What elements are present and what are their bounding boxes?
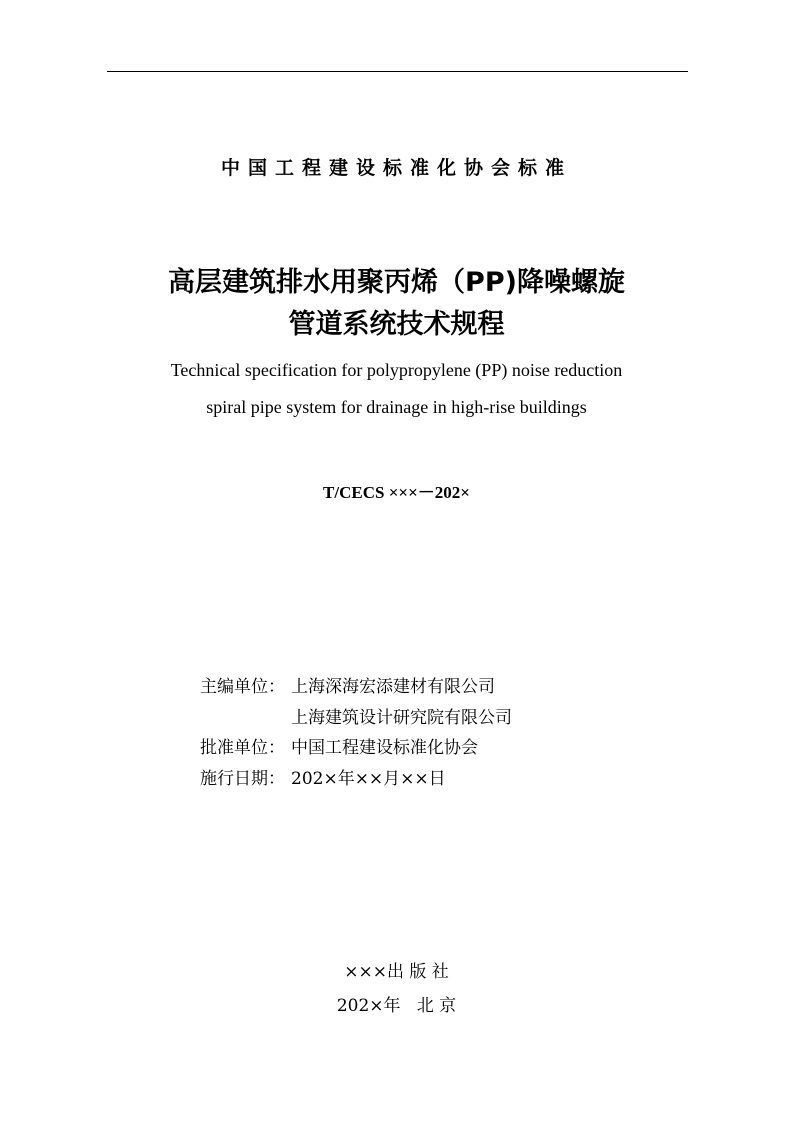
- standard-series-title: 中国工程建设标准化协会标准: [220, 157, 572, 179]
- top-rule: [107, 71, 688, 72]
- effective-date-label: 施行日期：: [200, 768, 285, 789]
- approver-label: 批准单位：: [200, 738, 285, 758]
- info-block: [200, 672, 512, 794]
- title-chinese-line-2: 管道系统技术规程: [288, 309, 505, 340]
- effective-date-row: [200, 764, 512, 795]
- effective-date-value: 202×年××月××日: [291, 768, 446, 789]
- title-chinese-line-1: 高层建筑排水用聚丙烯（PP)降噪螺旋: [168, 267, 625, 298]
- approver-value: 中国工程建设标准化协会: [291, 738, 478, 758]
- editor-label-spacer: [200, 703, 291, 734]
- editor-unit-1: 上海深海宏添建材有限公司: [291, 677, 495, 697]
- approver-row: [200, 733, 512, 764]
- editor-row: [200, 672, 512, 703]
- title-english-line-2: spiral pipe system for drainage in high-rise buildings: [206, 397, 587, 417]
- editor-label: 主编单位：: [200, 677, 285, 697]
- standard-code: T/CECS ×××－202×: [323, 483, 470, 502]
- title-english-line-1: Technical specification for polypropylene (PP) noise reduction: [170, 360, 623, 380]
- publisher: ×××出 版 社: [344, 962, 449, 982]
- publication-place-date: 202×年 北 京: [336, 996, 457, 1016]
- editor-unit-2: 上海建筑设计研究院有限公司: [291, 707, 512, 728]
- editor-row-2: [200, 703, 512, 734]
